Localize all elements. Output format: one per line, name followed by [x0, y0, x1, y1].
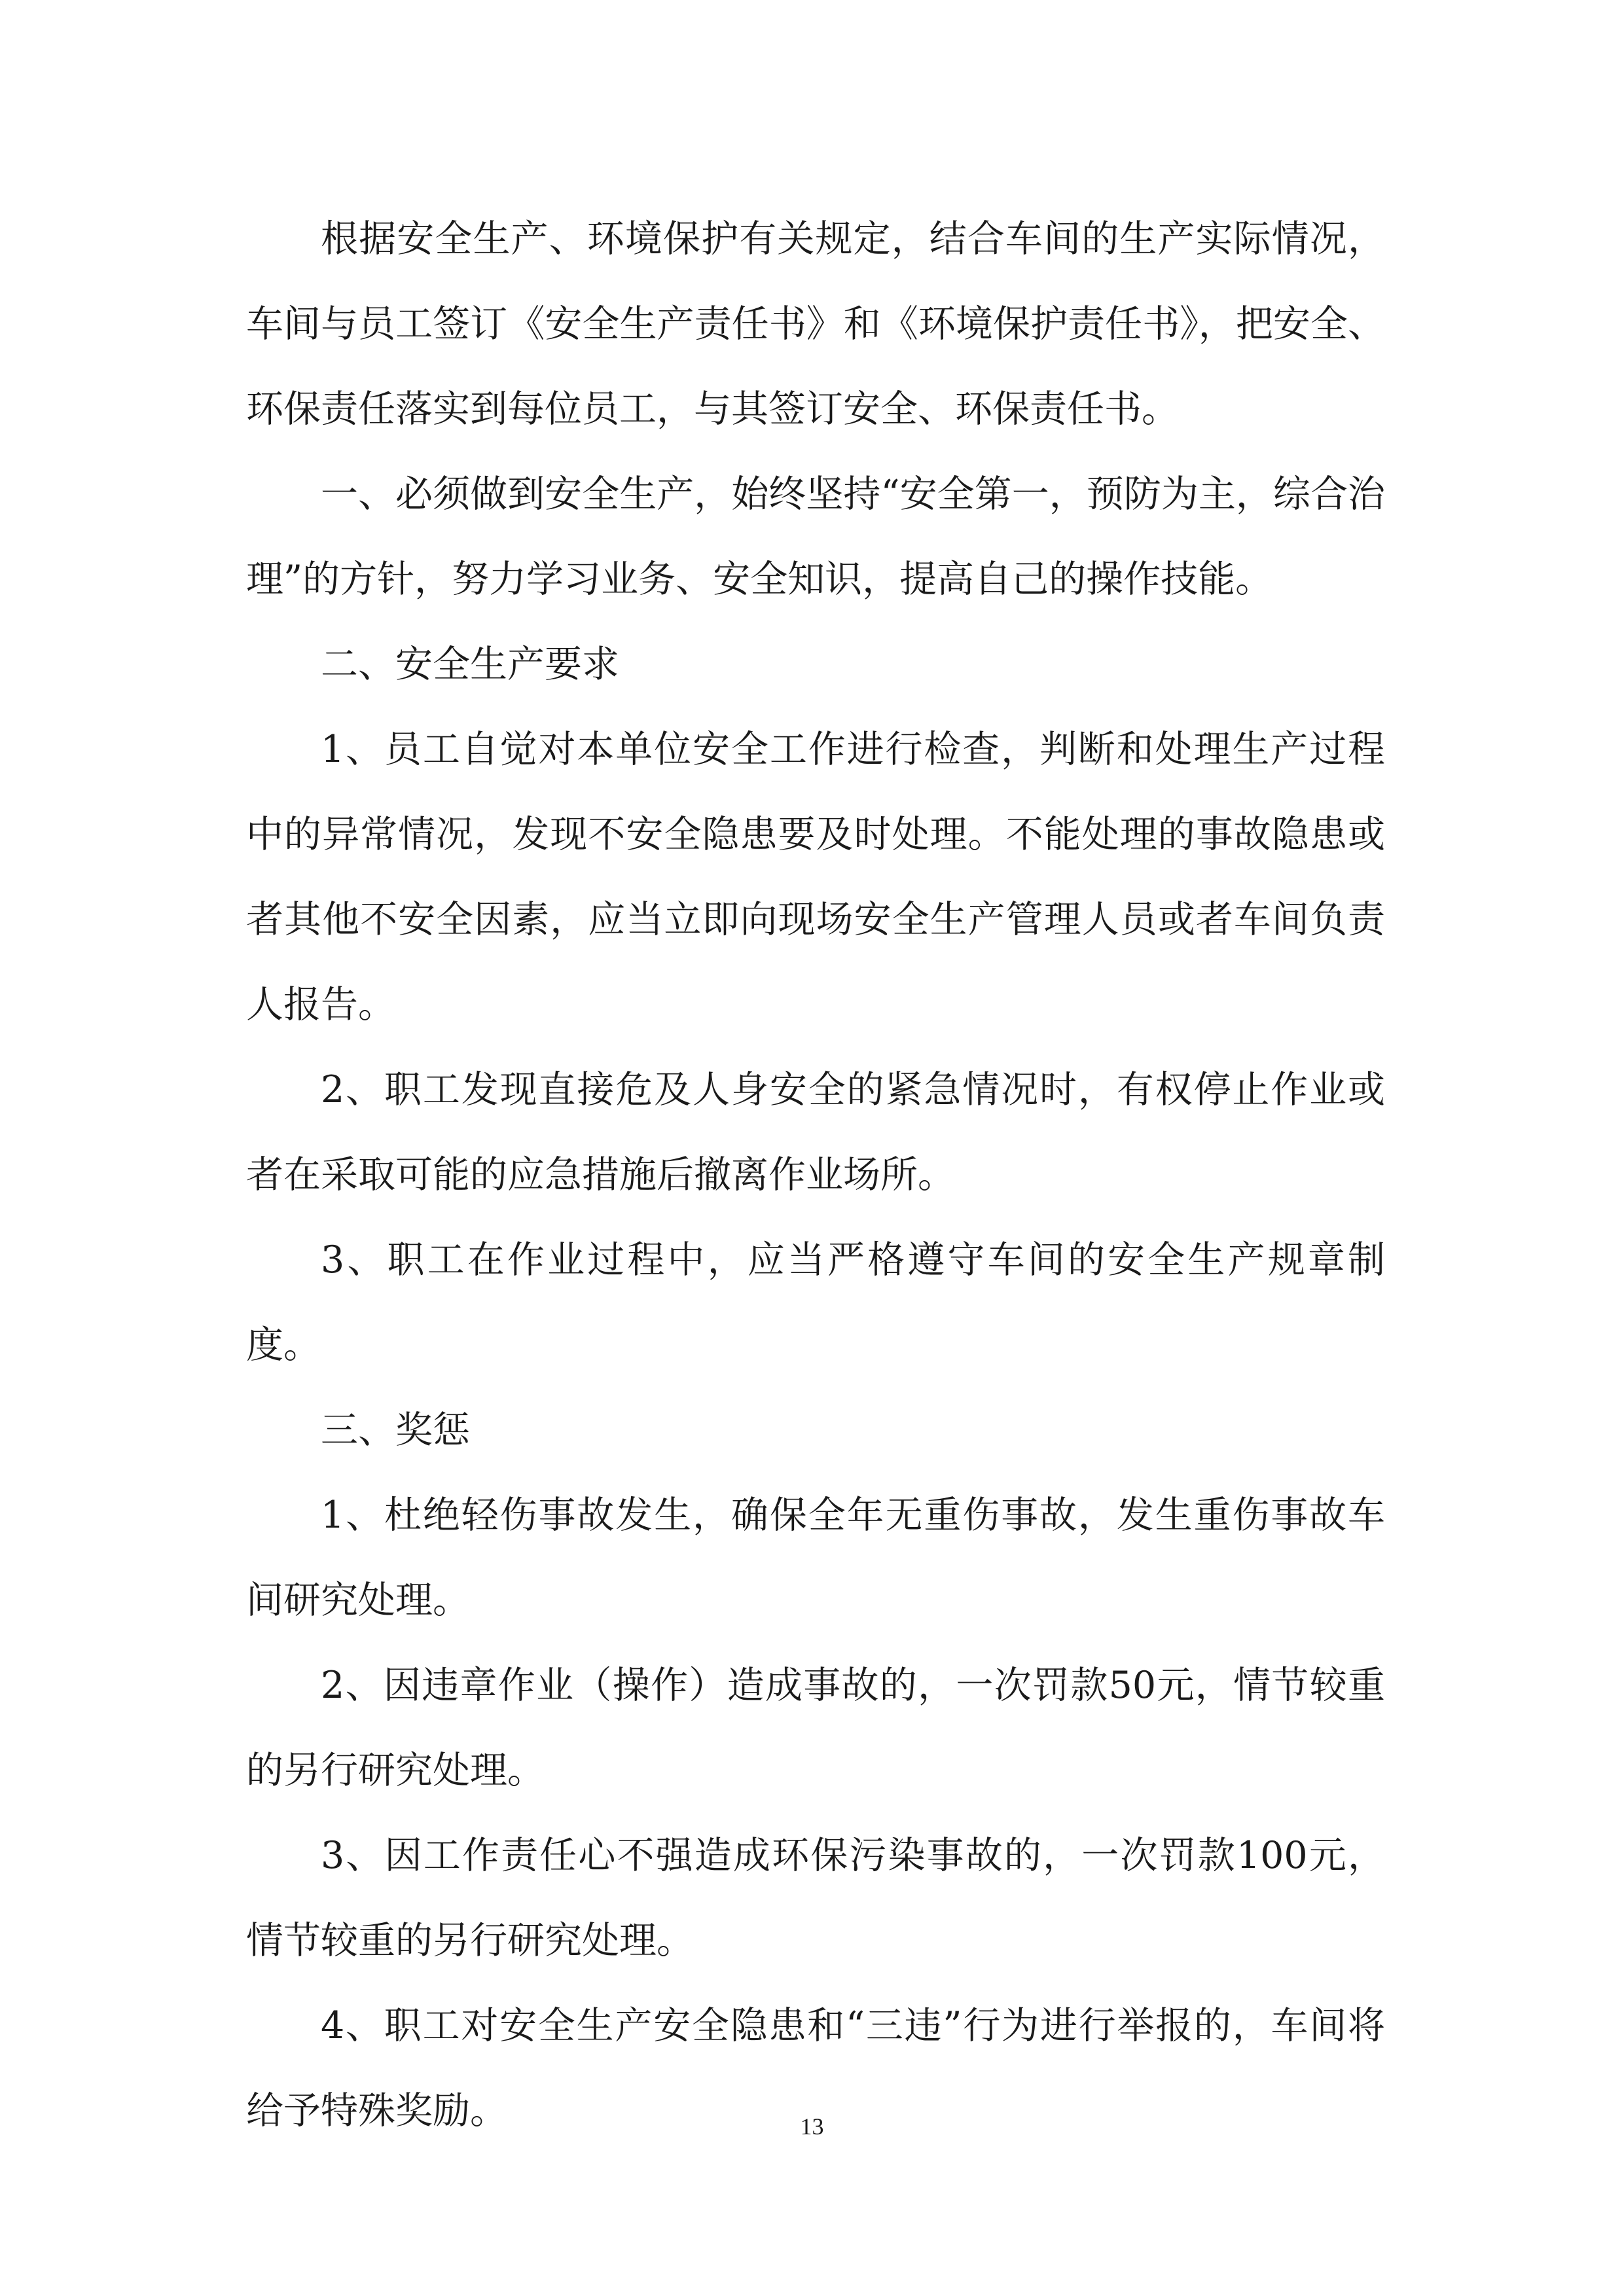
document-body	[246, 196, 1385, 2153]
paragraph-reward-3: 3、因工作责任心不强造成环保污染事故的，一次罚款100元，情节较重的另行研究处理。	[246, 1834, 1385, 1962]
heading-rewards-penalties: 三、奖惩	[321, 1408, 470, 1452]
paragraph-section-1: 一、必须做到安全生产，始终坚持“安全第一，预防为主，综合治理”的方针，努力学习业务、安全知识，提高自己的操作技能。	[246, 473, 1385, 601]
paragraph-reward-4: 4、职工对安全生产安全隐患和“三违”行为进行举报的，车间将给予特殊奖励。	[246, 2004, 1385, 2132]
paragraph-requirement-3: 3、职工在作业过程中，应当严格遵守车间的安全生产规章制度。	[246, 1238, 1385, 1367]
paragraph-intro: 根据安全生产、环境保护有关规定，结合车间的生产实际情况，车间与员工签订《安全生产责任书》和《环境保护责任书》，把安全、环保责任落实到每位员工，与其签订安全、环保责任书。	[246, 217, 1385, 431]
paragraph-requirement-1: 1、员工自觉对本单位安全工作进行检查，判断和处理生产过程中的异常情况，发现不安全隐患要及时处理。不能处理的事故隐患或者其他不安全因素，应当立即向现场安全生产管理人员或者车间负责人报告。	[246, 728, 1385, 1026]
paragraph-reward-2: 2、因违章作业（操作）造成事故的，一次罚款50元，情节较重的另行研究处理。	[246, 1664, 1385, 1792]
paragraph-requirement-2: 2、职工发现直接危及人身安全的紧急情况时，有权停止作业或者在采取可能的应急措施后撤离作业场所。	[246, 1068, 1385, 1196]
paragraph-reward-1: 1、杜绝轻伤事故发生，确保全年无重伤事故，发生重伤事故车间研究处理。	[246, 1494, 1385, 1622]
page-number: 13	[800, 2113, 824, 2140]
heading-safety-requirements: 二、安全生产要求	[321, 643, 619, 686]
